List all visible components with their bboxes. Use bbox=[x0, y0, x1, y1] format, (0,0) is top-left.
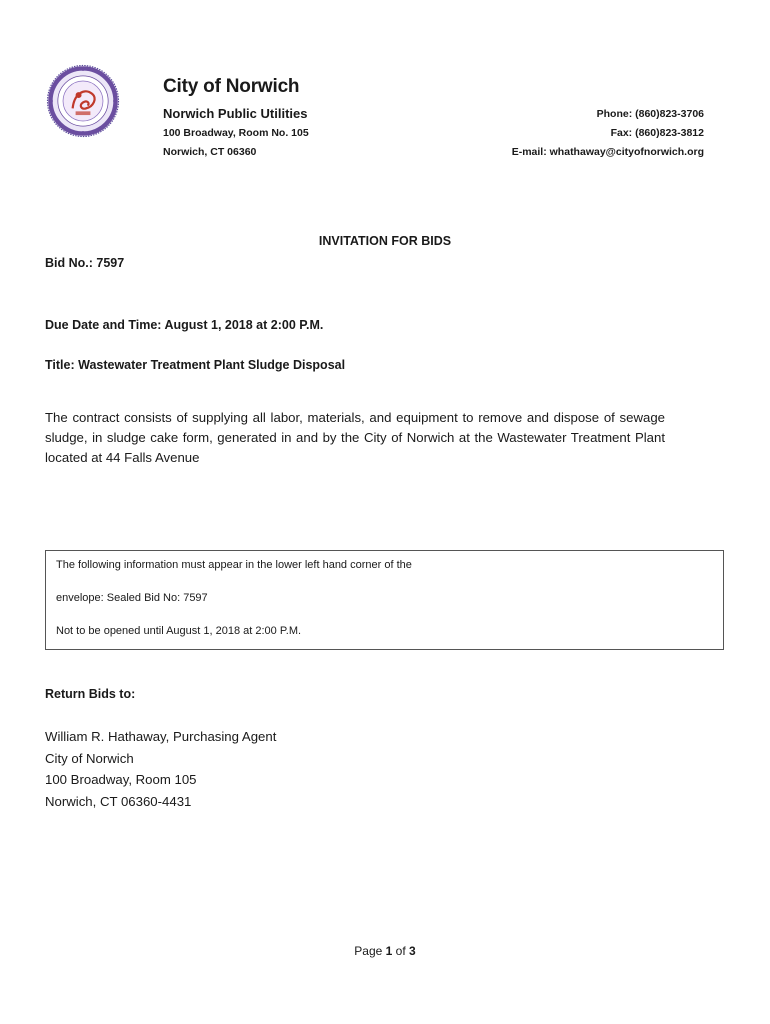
email-address: E-mail: whathaway@cityofnorwich.org bbox=[511, 146, 704, 158]
fax-number: Fax: (860)823-3812 bbox=[610, 127, 704, 139]
total-pages: 3 bbox=[409, 944, 416, 958]
document-heading: INVITATION FOR BIDS bbox=[318, 234, 452, 248]
notice-line-2: envelope: Sealed Bid No: 7597 bbox=[56, 592, 208, 604]
return-address bbox=[45, 726, 276, 812]
return-address-line: William R. Hathaway, Purchasing Agent bbox=[45, 729, 277, 744]
of-word: of bbox=[392, 944, 410, 958]
phone-number: Phone: (860)823-3706 bbox=[596, 108, 704, 120]
current-page: 1 bbox=[385, 944, 393, 958]
contract-description: The contract consists of supplying all labor, materials, and equipment to remove and dispose of sewage sludge, in sludge cake form, generated in and by the City of Norwich at the Wastewater Treatment Plant located at 44 Falls Avenue bbox=[45, 410, 665, 465]
city-name: City of Norwich bbox=[163, 76, 300, 97]
page-number bbox=[0, 944, 770, 958]
due-date-time: Due Date and Time: August 1, 2018 at 2:00 P.M. bbox=[45, 318, 324, 332]
notice-line-3: Not to be opened until August 1, 2018 at 2:00 P.M. bbox=[56, 625, 302, 637]
return-address-line: City of Norwich bbox=[45, 750, 134, 766]
bid-title: Title: Wastewater Treatment Plant Sludge Disposal bbox=[45, 358, 346, 372]
return-address-line: Norwich, CT 06360-4431 bbox=[45, 793, 192, 809]
bid-number: Bid No.: 7597 bbox=[45, 256, 125, 270]
city-seal-logo bbox=[46, 64, 120, 138]
address-line-2: Norwich, CT 06360 bbox=[163, 146, 257, 158]
return-bids-label: Return Bids to: bbox=[45, 687, 136, 701]
return-address-line: 100 Broadway, Room 105 bbox=[45, 772, 197, 787]
page-word: Page bbox=[354, 944, 386, 958]
notice-line-1: The following information must appear in the lower left hand corner of the bbox=[56, 559, 412, 571]
envelope-notice-box bbox=[45, 550, 724, 650]
address-line-1: 100 Broadway, Room No. 105 bbox=[163, 127, 309, 139]
department-name: Norwich Public Utilities bbox=[163, 106, 308, 121]
